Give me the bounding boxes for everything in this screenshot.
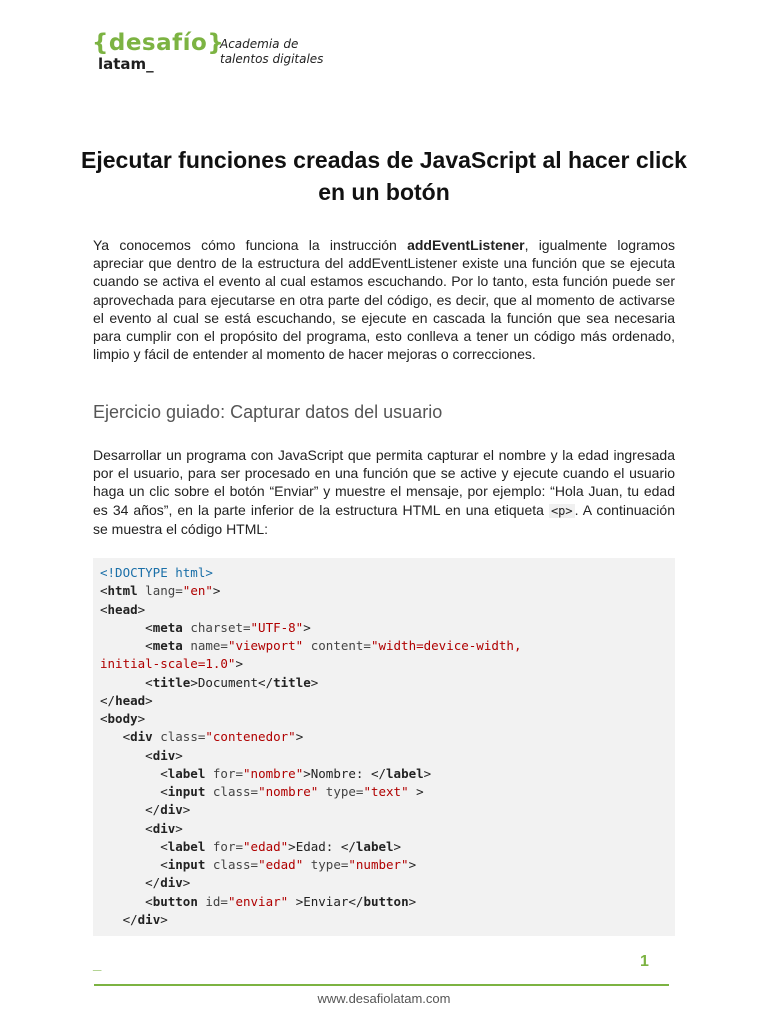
code-token: "text" — [363, 784, 409, 799]
code-token: type= — [318, 784, 364, 799]
code-token: "enviar" — [227, 893, 289, 909]
code-token: < — [100, 619, 153, 635]
exercise-before: Desarrollar un programa con JavaScript que permita capturar el nombre y la edad ingresada por el usuario, para ser procesado en una función que se active y ejecute cuando el usuario haga un clic sobre el botón “Enviar” y muestre el mensaje, por ejemplo: “Hola Juan, tu edad es 34 años”, en la parte inferior de la estructura HTML en una etiqueta — [93, 447, 675, 518]
code-token: label — [167, 838, 206, 854]
code-line — [100, 728, 521, 746]
code-token: < — [100, 765, 168, 781]
code-token: < — [100, 747, 153, 763]
intro-after: , igualmente logramos apreciar que dentro de la estructura del addEventListener existe una función que se ejecuta cuando se activa el evento al cual estamos escuchando. Por lo tanto, esta función puede ser aprovechada para ejecutarse en otra parte del código, es decir, que al momento de activarse el evento al cual se está escuchando, se ejecute en cascada la función que sea necesaria para cumplir con el propósito del programa, esto conlleva a tener un código más ordenado, limpio y fácil de entender al momento de hacer mejoras o correcciones. — [93, 237, 675, 363]
page-number: 1 — [640, 953, 649, 970]
code-token: > — [175, 747, 183, 763]
code-token: > — [295, 729, 304, 745]
code-token: input — [167, 784, 206, 799]
footer-mark: _ — [93, 956, 102, 973]
section-heading: Ejercicio guiado: Capturar datos del usuario — [93, 402, 443, 422]
code-token: "contenedor" — [205, 729, 296, 745]
code-token: head — [115, 692, 146, 708]
code-token: "edad" — [258, 857, 304, 872]
code-token: div — [160, 875, 183, 891]
code-block — [93, 558, 675, 936]
code-line — [100, 601, 521, 619]
code-token: "nombre" — [243, 765, 304, 781]
code-token: >Edad: </ — [288, 838, 356, 854]
code-token: name= — [182, 638, 228, 653]
tagline-line-2: talentos digitales — [220, 52, 324, 66]
intro-keyword: addEventListener — [407, 237, 525, 253]
code-token: </ — [100, 802, 161, 818]
code-line — [100, 838, 521, 856]
code-token: div — [137, 911, 161, 927]
code-token: < — [100, 784, 168, 799]
code-line — [100, 564, 521, 582]
code-line — [100, 893, 521, 911]
code-token: > — [137, 601, 146, 617]
code-line — [100, 619, 521, 637]
code-token: <!DOCTYPE html> — [100, 565, 213, 580]
code-token: content= — [303, 638, 371, 653]
code-token: type= — [303, 857, 349, 872]
code-token: label — [167, 765, 206, 781]
code-line — [100, 765, 521, 783]
code-line — [100, 582, 521, 600]
code-token: class= — [152, 729, 206, 745]
code-token: > — [408, 784, 424, 799]
code-line — [100, 692, 521, 710]
code-token: < — [100, 893, 153, 909]
code-token: >Nombre: </ — [303, 765, 387, 781]
code-token: div — [160, 802, 183, 818]
code-token: < — [100, 711, 108, 726]
code-line — [100, 747, 521, 765]
code-token: label — [355, 838, 394, 854]
code-token: > — [160, 911, 168, 927]
code-token: "UTF-8" — [250, 619, 304, 635]
tagline — [220, 37, 323, 67]
logo-sub: latam_ — [98, 55, 154, 73]
code-token: label — [386, 765, 424, 781]
tagline-line-1: Academia de — [220, 37, 299, 51]
code-token: > — [212, 583, 221, 599]
code-token: class= — [205, 784, 259, 799]
code-token: body — [107, 711, 138, 726]
code-token: input — [167, 857, 206, 872]
code-token: class= — [205, 857, 259, 872]
code-line — [100, 674, 521, 692]
code-token: title — [273, 674, 311, 690]
code-token: < — [100, 838, 168, 854]
code-content — [100, 564, 521, 929]
code-token: lang= — [137, 583, 183, 599]
code-token: id= — [197, 893, 228, 909]
code-token: meta — [152, 638, 183, 653]
code-token: > — [310, 674, 319, 690]
code-token: for= — [205, 838, 244, 854]
logo — [92, 30, 224, 72]
code-token: >Document</ — [190, 674, 274, 690]
code-token: button — [363, 893, 409, 909]
code-token: button — [152, 893, 198, 909]
code-line — [100, 911, 521, 929]
code-token: < — [100, 729, 131, 745]
code-token: < — [100, 820, 153, 836]
code-token: div — [130, 729, 153, 745]
logo-brand: {desafío} — [92, 30, 225, 56]
footer-rule — [94, 984, 669, 986]
code-token: < — [100, 583, 108, 599]
code-token: "edad" — [243, 838, 289, 854]
code-token: > — [137, 711, 146, 726]
intro-paragraph — [93, 236, 675, 363]
code-token: </ — [100, 692, 116, 708]
code-token: < — [100, 857, 168, 872]
code-token: "number" — [348, 857, 409, 872]
code-token: div — [152, 820, 176, 836]
code-token: "viewport" — [227, 638, 304, 653]
code-token: </ — [100, 875, 161, 891]
code-token: > — [235, 656, 243, 672]
footer-url: www.desafiolatam.com — [317, 991, 451, 1006]
intro-before: Ya conocemos cómo funciona la instrucción — [93, 237, 408, 253]
code-token: < — [100, 638, 153, 653]
code-token: </ — [100, 911, 138, 927]
code-token: "nombre" — [258, 784, 319, 799]
code-token: > — [408, 893, 417, 909]
code-token: div — [152, 747, 176, 763]
code-line — [100, 783, 521, 801]
code-token: initial-scale=1.0" — [100, 656, 236, 672]
inline-code: <p> — [550, 503, 573, 518]
code-token: charset= — [182, 619, 251, 635]
code-token: < — [100, 674, 153, 690]
code-token: > — [408, 857, 417, 872]
exercise-after: . A continuación se muestra el código HTML: — [93, 501, 675, 537]
code-token: > — [393, 838, 402, 854]
code-line — [100, 856, 521, 874]
code-token: "en" — [182, 583, 213, 599]
code-line — [100, 874, 521, 892]
code-token: > — [145, 692, 153, 708]
code-line — [100, 820, 521, 838]
code-token: < — [100, 601, 108, 617]
code-token: > — [303, 619, 311, 635]
code-token: html — [107, 583, 138, 599]
code-line — [100, 637, 521, 655]
exercise-paragraph — [93, 446, 675, 538]
code-line — [100, 655, 521, 673]
code-token: > — [182, 875, 191, 891]
code-token: title — [152, 674, 191, 690]
code-token: > — [182, 802, 191, 818]
code-token: "width=device-width, — [370, 638, 522, 653]
code-token: >Enviar</ — [288, 893, 364, 909]
code-token: meta — [152, 619, 183, 635]
page-title: Ejecutar funciones creadas de JavaScript al hacer click en un botón — [81, 147, 687, 205]
code-token: > — [423, 765, 432, 781]
code-token: for= — [205, 765, 244, 781]
code-token: head — [107, 601, 138, 617]
code-token: > — [175, 820, 183, 836]
code-line — [100, 801, 521, 819]
code-line — [100, 710, 521, 728]
